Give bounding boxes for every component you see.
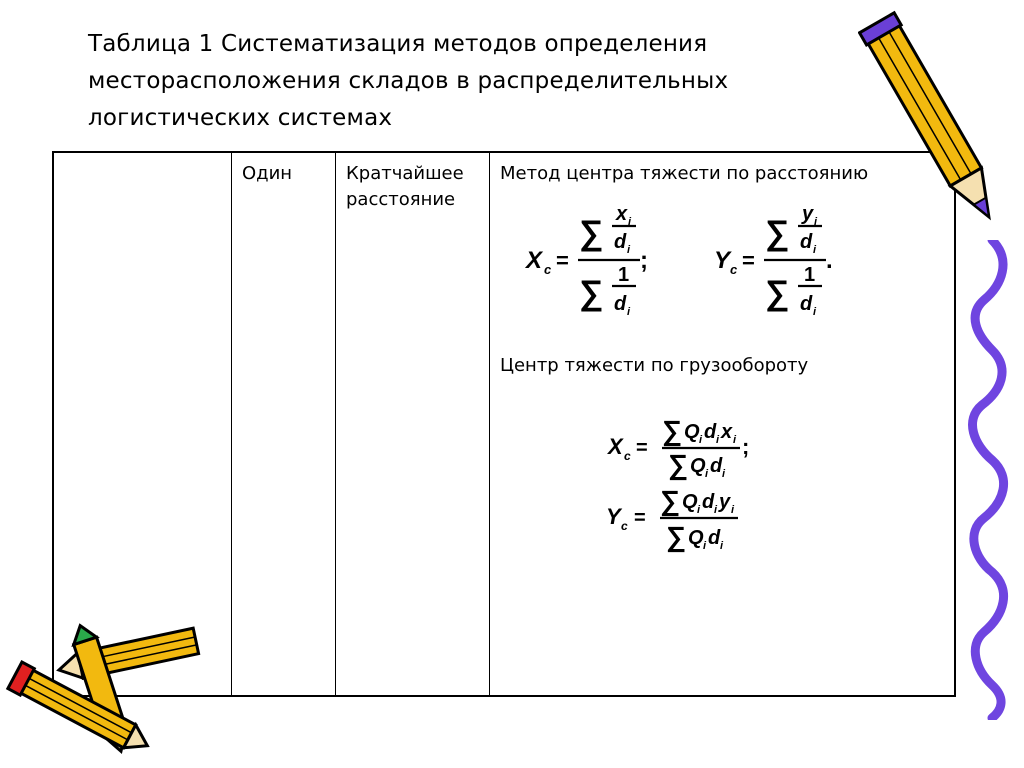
cy-num-y-sub: i <box>731 504 735 516</box>
cx-num-q: Q <box>684 421 700 443</box>
cy-den-q-sub: i <box>703 540 707 552</box>
cy-num-q: Q <box>682 491 698 513</box>
cell-criterion-text <box>346 161 486 213</box>
pencils-bottom-left-icon <box>0 618 210 758</box>
title-line-3: логистических системах <box>88 105 393 131</box>
formula-distance-y <box>712 198 852 333</box>
criterion-line-2: расстояние <box>346 189 456 210</box>
cx-sum-bottom: ∑ <box>668 449 688 480</box>
fx-sum-top: ∑ <box>579 214 604 252</box>
cx-equals: = <box>636 437 648 459</box>
cy-sum-top: ∑ <box>660 485 680 516</box>
fy-tail: . <box>826 247 833 274</box>
squiggle-decoration-icon <box>962 240 1024 720</box>
cell-method-number-text: Один <box>242 163 293 184</box>
fy-den-var: d <box>800 231 813 253</box>
cx-den-d: d <box>710 455 723 477</box>
formula-distance-x <box>524 198 664 333</box>
cx-num-x: x <box>721 421 733 443</box>
cell-method-distance-text: Метод центра тяжести по расстоянию <box>500 163 869 184</box>
cy-lhs: Y <box>606 504 621 529</box>
fx-num-var: x <box>616 203 628 225</box>
criterion-line-1: Кратчайшее <box>346 163 464 184</box>
fy-lhs: Y <box>714 247 731 274</box>
cy-den-d-sub: i <box>720 540 724 552</box>
cx-num-q-sub: i <box>699 434 703 446</box>
fx-den-var: d <box>614 231 627 253</box>
fy-one: 1 <box>804 264 816 286</box>
cy-num-y: y <box>719 491 731 513</box>
fx-tail: ; <box>640 247 648 274</box>
fy-sum-top: ∑ <box>765 214 790 252</box>
table-cell-method-number <box>232 153 336 695</box>
table-cell-empty <box>54 153 232 695</box>
fy-den2-sub: i <box>813 306 817 318</box>
cx-lhs-sub: c <box>624 449 631 463</box>
fx-lhs-sub: c <box>544 262 552 277</box>
cx-tail: ; <box>742 434 750 459</box>
cx-den-d-sub: i <box>722 468 726 480</box>
fy-den2-var: d <box>800 293 813 315</box>
cy-equals: = <box>634 507 646 529</box>
title-line-1: Таблица 1 Систематизация методов определения <box>88 31 708 57</box>
cy-num-q-sub: i <box>697 504 701 516</box>
formula-cargo-y <box>604 482 784 563</box>
slide-title <box>88 26 848 137</box>
cx-sum-top: ∑ <box>662 415 682 446</box>
fy-equals: = <box>742 248 755 273</box>
fx-den-sub: i <box>627 244 631 256</box>
fy-num-sub: i <box>814 216 818 228</box>
cx-lhs: X <box>608 434 623 459</box>
fx-lhs: X <box>526 247 543 274</box>
title-line-2: месторасположения складов в распределительных <box>88 68 729 94</box>
pencil-top-right-icon <box>858 2 1008 247</box>
cy-num-d: d <box>702 491 715 513</box>
table-cell-criterion <box>336 153 490 695</box>
cx-den-q: Q <box>690 455 706 477</box>
cx-num-x-sub: i <box>733 434 737 446</box>
fy-den-sub: i <box>813 244 817 256</box>
fx-one: 1 <box>618 264 630 286</box>
cx-num-d-sub: i <box>716 434 720 446</box>
fy-sum-bottom: ∑ <box>765 274 790 312</box>
cy-lhs-sub: c <box>621 519 628 533</box>
cy-num-d-sub: i <box>714 504 718 516</box>
fx-num-sub: i <box>628 216 632 228</box>
fy-num-var: y <box>802 203 814 225</box>
fx-den2-sub: i <box>627 306 631 318</box>
cell-method-cargo-text: Центр тяжести по грузообороту <box>500 355 809 376</box>
cy-sum-bottom: ∑ <box>666 521 686 552</box>
cx-num-d: d <box>704 421 717 443</box>
cy-den-d: d <box>708 527 721 549</box>
formula-cargo-x <box>606 412 786 487</box>
fx-equals: = <box>556 248 569 273</box>
cy-den-q: Q <box>688 527 704 549</box>
cx-den-q-sub: i <box>705 468 709 480</box>
fy-lhs-sub: c <box>730 262 738 277</box>
fx-sum-bottom: ∑ <box>579 274 604 312</box>
fx-den2-var: d <box>614 293 627 315</box>
